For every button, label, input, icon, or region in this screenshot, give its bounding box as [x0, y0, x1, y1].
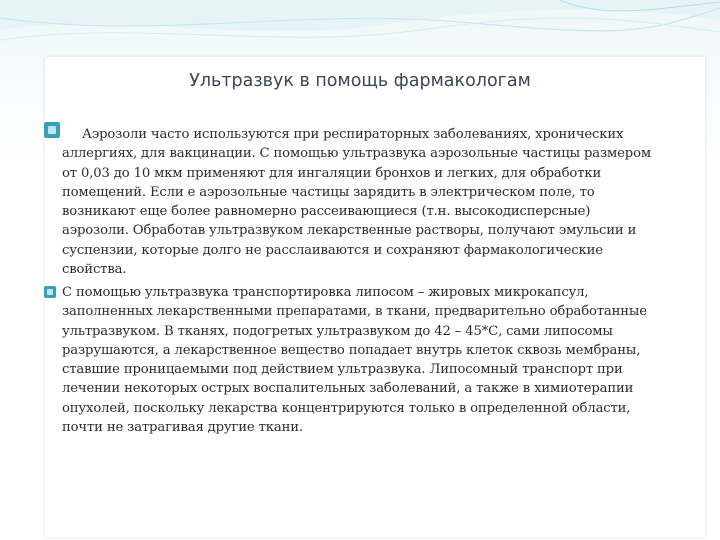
text-line: свойства. [62, 262, 127, 278]
text-line: помещений. Если е аэрозольные частицы зарядить в электрическом поле, то [62, 184, 595, 200]
text-line: ультразвуком. В тканях, подогретых ультразвуком до 42 – 45*С, сами липосомы [62, 323, 613, 339]
text-line: С помощью ультразвука транспортировка липосом – жировых микрокапсул, [62, 285, 589, 300]
text-line: Аэрозоли часто используются при респираторных заболеваниях, хронических [82, 127, 624, 142]
bullet-text [62, 125, 712, 279]
text-line: аэрозоли. Обработав ультразвуком лекарственные растворы, получают эмульсии и [62, 223, 637, 239]
text-line: опухолей, поскольку лекарства концентрируются только в определенной области, [62, 400, 631, 416]
bullet-aerosols [62, 125, 712, 279]
bullet-text [62, 283, 712, 437]
text-line: разрушаются, а лекарственное вещество попадает внутрь клеток сквозь мембраны, [62, 342, 641, 358]
text-line: почти не затрагивая другие ткани. [62, 420, 303, 436]
square-bullet-icon [44, 122, 60, 138]
text-line: заполненных лекарственными препаратами, в ткани, предварительно обработанные [62, 304, 647, 320]
text-line: лечении некоторых острых воспалительных заболеваний, а также в химиотерапии [62, 381, 634, 397]
bullet-liposomes [62, 283, 712, 437]
text-line: ставшие проницаемыми под действием ультразвука. Липосомный транспорт при [62, 362, 623, 378]
text-line: от 0,03 до 10 мкм применяют для ингаляции бронхов и легких, для обработки [62, 165, 602, 181]
square-bullet-icon [44, 286, 56, 298]
slide-title: Ультразвук в помощь фармакологам [189, 71, 531, 91]
text-line: аллергиях, для вакцинации. С помощью ультразвука аэрозольные частицы размером [62, 146, 651, 162]
text-line: суспензии, которые долго не расслаиваются и сохраняют фармакологические [62, 242, 603, 258]
text-line: возникают еще более равномерно рассеивающиеся (т.н. высокодисперсные) [62, 204, 591, 220]
